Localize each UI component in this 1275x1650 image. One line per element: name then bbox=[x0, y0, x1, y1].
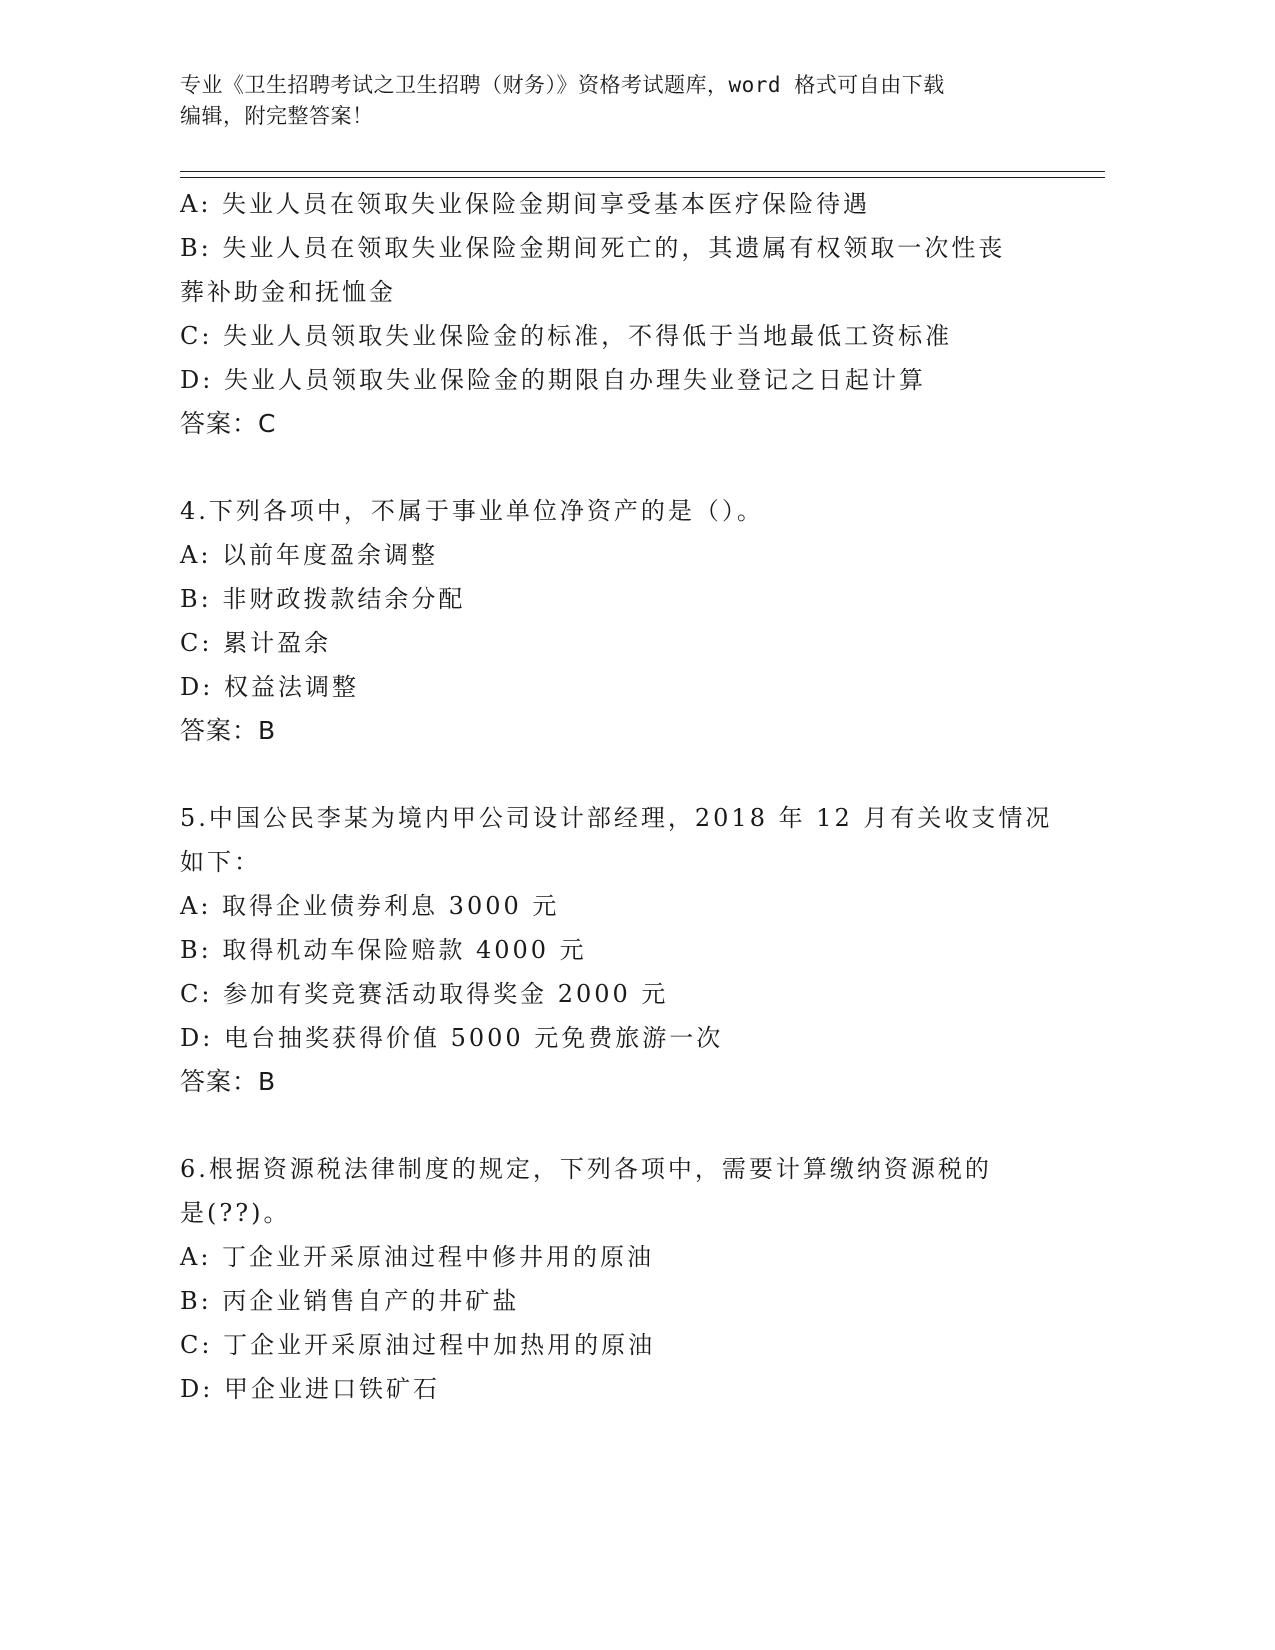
question-text-line-1: 5.中国公民李某为境内甲公司设计部经理，2018 年 12 月有关收支情况 bbox=[180, 804, 1053, 832]
option-c: C: 累计盈余 bbox=[180, 629, 332, 657]
answer: 答案：C bbox=[180, 409, 277, 438]
answer: 答案：B bbox=[180, 716, 277, 745]
option-d: D: 失业人员领取失业保险金的期限自办理失业登记之日起计算 bbox=[180, 366, 926, 394]
document-header bbox=[180, 70, 1060, 132]
option-a: A: 丁企业开采原油过程中修井用的原油 bbox=[180, 1243, 655, 1271]
option-b-line-2: 葬补助金和抚恤金 bbox=[180, 278, 396, 306]
question-5 bbox=[180, 796, 1060, 1104]
option-c: C: 失业人员领取失业保险金的标准，不得低于当地最低工资标准 bbox=[180, 322, 953, 350]
answer: 答案：B bbox=[180, 1067, 277, 1096]
question-4 bbox=[180, 489, 1060, 753]
option-d: D: 电台抽奖获得价值 5000 元免费旅游一次 bbox=[180, 1024, 724, 1052]
question-6 bbox=[180, 1147, 1060, 1411]
option-a: A: 取得企业债券利息 3000 元 bbox=[180, 892, 560, 920]
option-d: D: 甲企业进口铁矿石 bbox=[180, 1375, 440, 1403]
question-text-line-2: 如下： bbox=[180, 848, 261, 876]
option-a: A: 失业人员在领取失业保险金期间享受基本医疗保险待遇 bbox=[180, 190, 871, 218]
option-a: A: 以前年度盈余调整 bbox=[180, 541, 439, 569]
option-b: B: 取得机动车保险赔款 4000 元 bbox=[180, 936, 587, 964]
question-text-line-2: 是(??)。 bbox=[180, 1199, 291, 1227]
option-b-line-1: B: 失业人员在领取失业保险金期间死亡的，其遗属有权领取一次性丧 bbox=[180, 234, 1006, 262]
question-list bbox=[180, 182, 1060, 1411]
option-c: C: 丁企业开采原油过程中加热用的原油 bbox=[180, 1331, 656, 1359]
header-divider-top bbox=[180, 171, 1105, 172]
header-divider-bottom bbox=[180, 177, 1105, 178]
question-text: 4.下列各项中，不属于事业单位净资产的是（）。 bbox=[180, 497, 764, 525]
question-text-line-1: 6.根据资源税法律制度的规定，下列各项中，需要计算缴纳资源税的 bbox=[180, 1155, 992, 1183]
question-3 bbox=[180, 182, 1060, 446]
header-line-2: 编辑，附完整答案！ bbox=[180, 104, 374, 128]
option-b: B: 丙企业销售自产的井矿盐 bbox=[180, 1287, 520, 1315]
option-c: C: 参加有奖竞赛活动取得奖金 2000 元 bbox=[180, 980, 669, 1008]
option-b: B: 非财政拨款结余分配 bbox=[180, 585, 466, 613]
option-d: D: 权益法调整 bbox=[180, 673, 359, 701]
header-line-1: 专业《卫生招聘考试之卫生招聘（财务）》资格考试题库，word 格式可自由下载 bbox=[180, 73, 945, 97]
